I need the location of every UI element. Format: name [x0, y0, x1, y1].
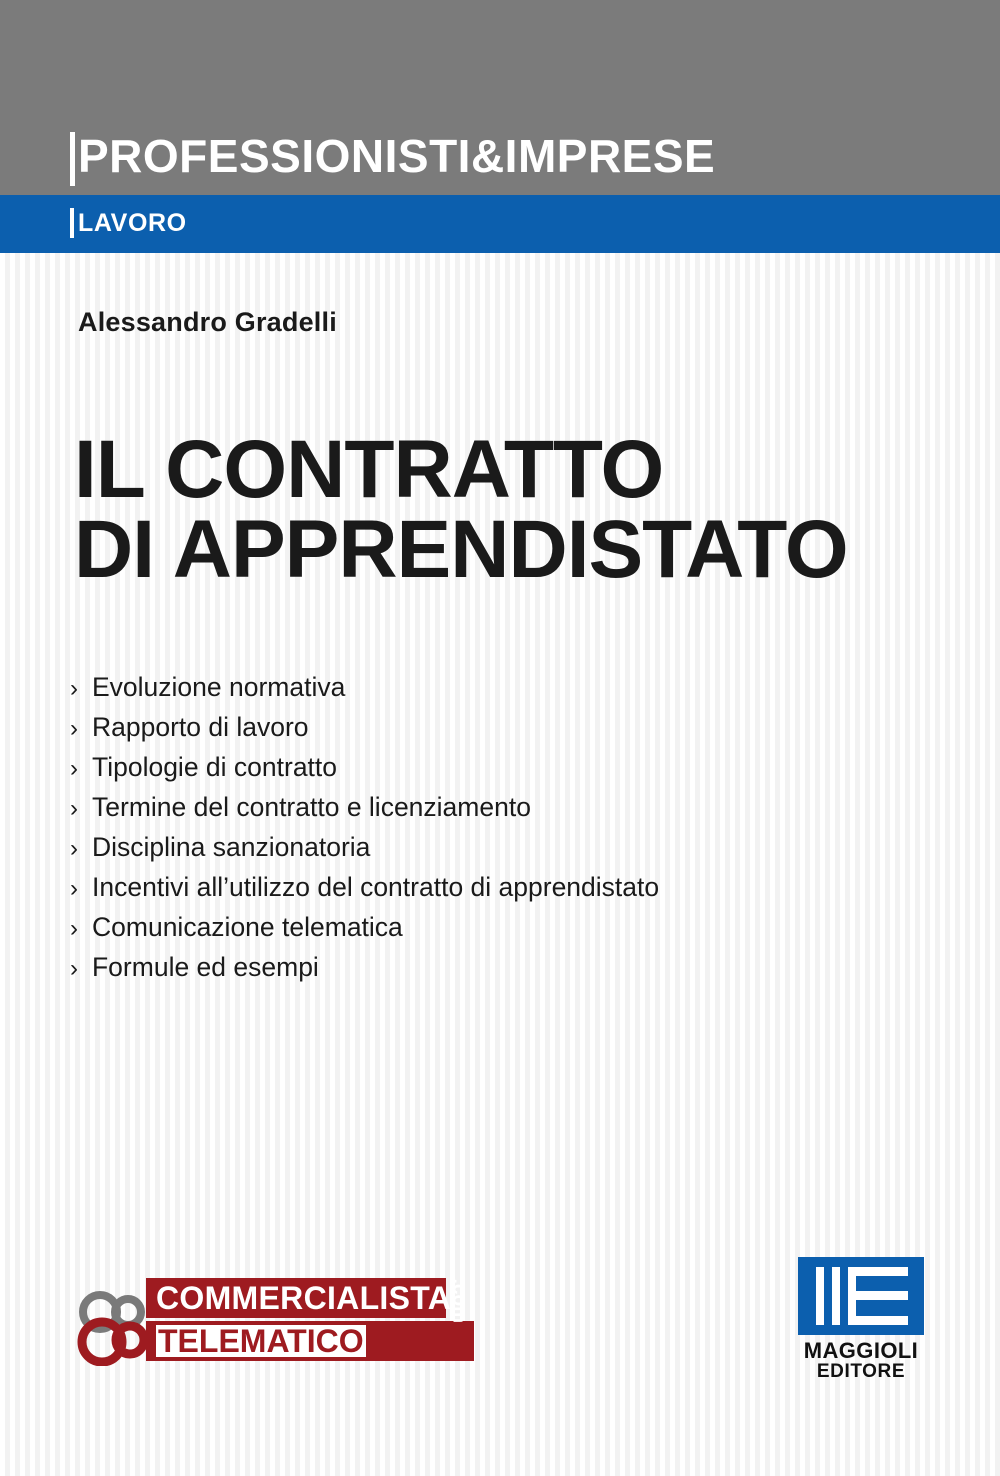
book-title — [74, 424, 934, 596]
list-item-label: Formule ed esempi — [92, 952, 319, 982]
subseries-rule — [70, 208, 74, 238]
chevron-right-icon: › — [70, 795, 78, 822]
topics-list — [70, 668, 910, 988]
interlocking-rings-icon — [76, 1288, 154, 1366]
maggioli-mark-icon — [798, 1257, 924, 1335]
list-item-label: Rapporto di lavoro — [92, 712, 309, 742]
list-item — [70, 788, 910, 828]
list-item-label: Tipologie di contratto — [92, 752, 338, 782]
subseries-title: LAVORO — [78, 209, 187, 237]
list-item — [70, 708, 910, 748]
author-name: Alessandro Gradelli — [78, 307, 337, 337]
list-item — [70, 828, 910, 868]
list-item-label: Disciplina sanzionatoria — [92, 832, 371, 862]
list-item — [70, 668, 910, 708]
list-item — [70, 948, 910, 988]
book-title-line-1: IL CONTRATTO — [74, 424, 664, 515]
chevron-right-icon: › — [70, 675, 78, 702]
series-rule — [70, 132, 75, 186]
book-title-line-2: DI APPRENDISTATO — [74, 504, 848, 596]
chevron-right-icon: › — [70, 715, 78, 742]
commercialista-telematico-logo — [76, 1274, 486, 1379]
list-item-label: Comunicazione telematica — [92, 912, 403, 942]
list-item — [70, 748, 910, 788]
logo-line-1: COMMERCIALISTA — [146, 1278, 446, 1318]
publisher-name: MAGGIOLI — [803, 1338, 919, 1363]
publisher-subtitle: EDITORE — [816, 1361, 906, 1383]
logo-dotcom: .com — [448, 1278, 469, 1323]
list-item-label: Incentivi all’utilizzo del contratto di apprendistato — [92, 872, 660, 902]
chevron-right-icon: › — [70, 955, 78, 982]
series-title: PROFESSIONISTI&IMPRESE — [78, 130, 716, 182]
chevron-right-icon: › — [70, 835, 78, 862]
chevron-right-icon: › — [70, 755, 78, 782]
publisher-logo — [796, 1257, 926, 1382]
list-item-label: Termine del contratto e licenziamento — [92, 792, 531, 822]
list-item-label: Evoluzione normativa — [92, 672, 346, 702]
list-item — [70, 868, 910, 908]
logo-line-2-text: TELEMATICO — [158, 1323, 364, 1359]
chevron-right-icon: › — [70, 875, 78, 902]
list-item — [70, 908, 910, 948]
chevron-right-icon: › — [70, 915, 78, 942]
commercialista-telematico-wordmark — [146, 1278, 486, 1361]
